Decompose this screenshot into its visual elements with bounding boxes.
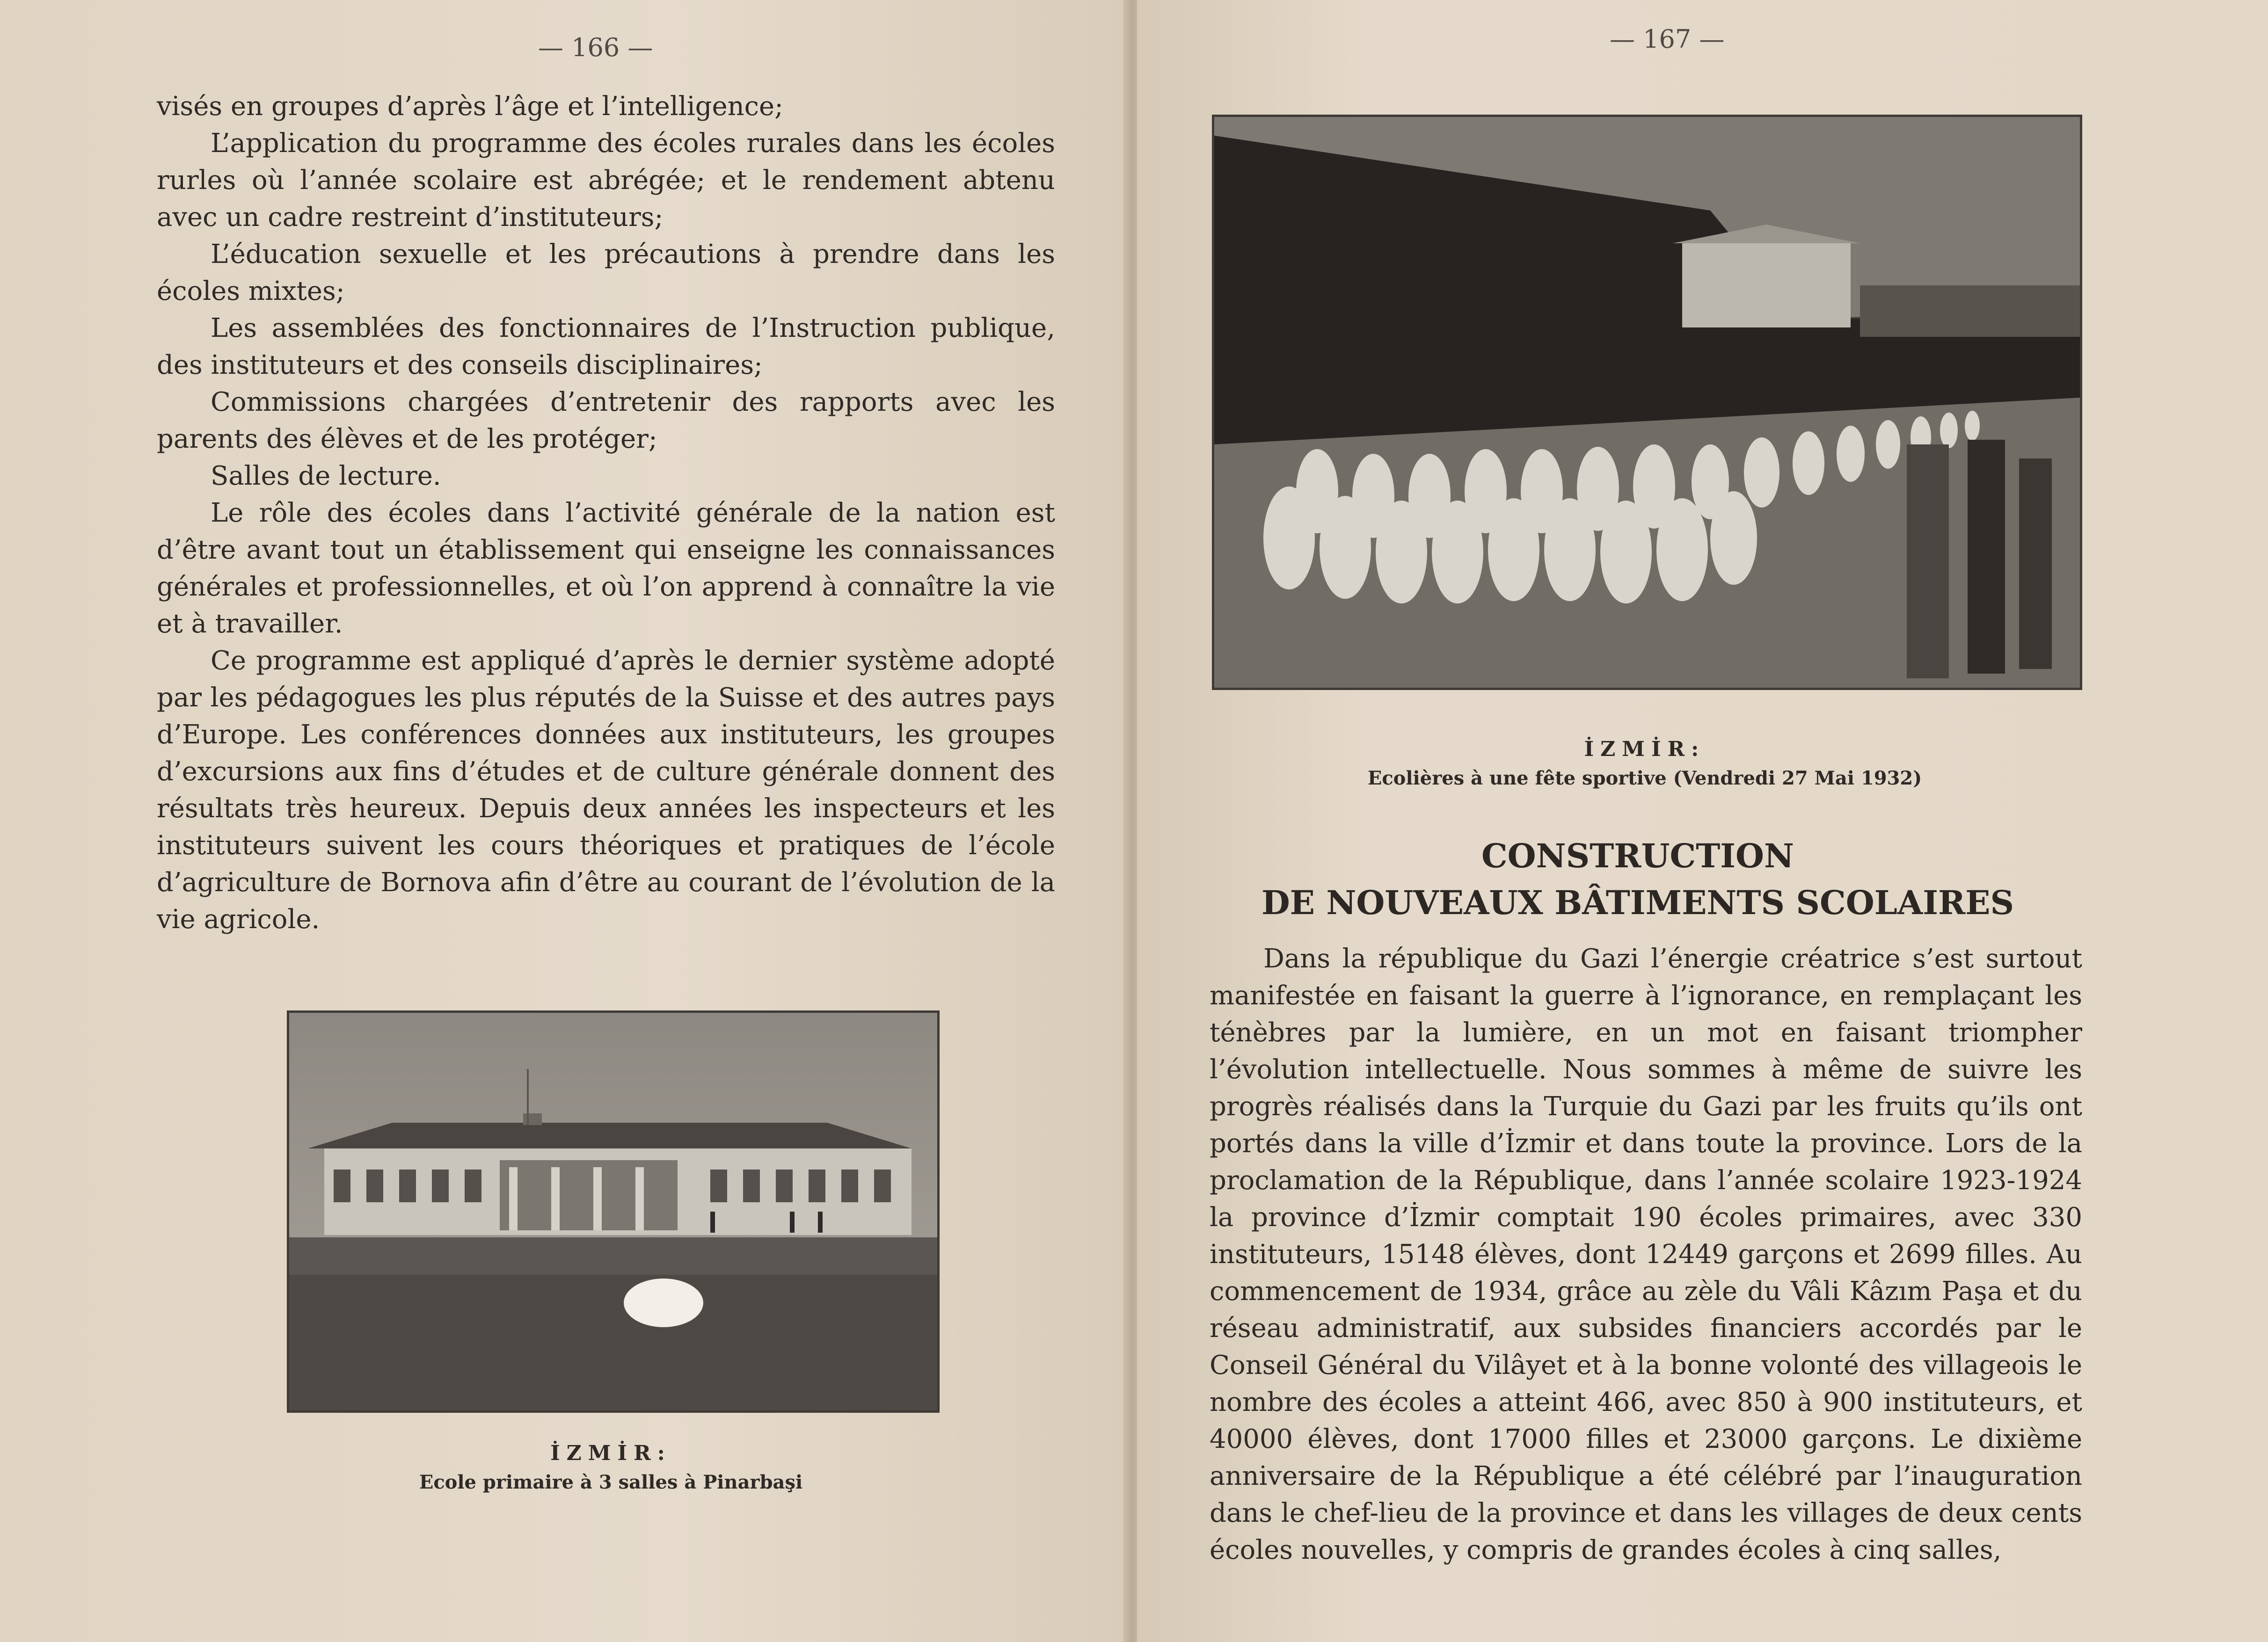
right-body-text	[1210, 940, 2082, 1569]
school-building-image	[289, 1013, 937, 1410]
left-body-text	[157, 88, 1055, 938]
page-number-167: — 167 —	[1610, 24, 1725, 54]
left-paragraph: Ce programme est appliqué d’après le dernier système adopté par les pédagogues les plus réputés de la Suisse et des autres pays d’Europe. Les conférences données aux instituteurs, les groupes d’excursions aux fins d’études et de culture générale donnent des résultats très heureux. Depuis deux années les inspecteurs et les instituteurs suivent les cours théoriques et pratiques de l’école d’agriculture de Bornova afin d’être au courant de l’évolution de la vie agricole.	[157, 646, 1055, 935]
school-caption-title: İZMİR:	[550, 1441, 671, 1465]
right-page	[1137, 0, 2268, 1642]
school-caption-text: Ecole primaire à 3 salles à Pinarbaşi	[419, 1471, 803, 1493]
left-paragraph: visés en groupes d’après l’âge et l’intelligence;	[157, 91, 784, 122]
section-heading	[1203, 833, 2073, 926]
left-paragraph: L’application du programme des écoles rurales dans les écoles rurles où l’année scolaire est abrégée; et le rendement abtenu avec un cadre restreint d’instituteurs;	[157, 128, 1055, 232]
heading-line-2: DE NOUVEAUX BÂTIMENTS SCOLAIRES	[1261, 883, 2014, 922]
sports-festival-image	[1214, 117, 2080, 688]
page-number-166: — 166 —	[538, 33, 653, 62]
sports-festival-photo	[1212, 115, 2082, 690]
left-paragraph: Salles de lecture.	[211, 461, 441, 491]
school-photo-caption	[287, 1439, 935, 1497]
right-paragraph: Dans la république du Gazi l’énergie créatrice s’est surtout manifestée en faisant la guerre à l’ignorance, en remplaçant les ténèbres par la lumière, en un mot en faisant triompher l’évolution intellectuelle. Nous sommes à même de suivre les progrès réalisés dans la Turquie du Gazi par les fruits qu’ils ont portés dans la ville d’İzmir et dans toute la province. Lors de la proclamation de la République, dans l’année scolaire 1923-1924 la province d’İzmir comptait 190 écoles primaires, avec 330 instituteurs, 15148 élèves, dont 12449 garçons et 2699 filles. Au commencement de 1934, grâce au zèle du Vâli Kâzım Paşa et du réseau administratif, aux subsides financiers accordés par le Conseil Général du Vilâyet et à la bonne volonté des villageois le nombre des écoles a atteint 466, avec 850 à 900 instituteurs, et 40000 élèves, dont 17000 filles et 23000 garçons. Le dixième anniversaire de la République a été célébré par l’inauguration dans le chef-lieu de la province et dans les villages de deux cents écoles nouvelles, y compris de grandes écoles à cinq salles,	[1210, 944, 2082, 1565]
heading-line-1: CONSTRUCTION	[1481, 836, 1794, 875]
left-paragraph: Commissions chargées d’entretenir des rapports avec les parents des élèves et de les protéger;	[157, 387, 1055, 454]
left-paragraph: L’éducation sexuelle et les précautions à prendre dans les écoles mixtes;	[157, 239, 1055, 306]
left-paragraph: Les assemblées des fonctionnaires de l’Instruction publique, des instituteurs et des conseils disciplinaires;	[157, 313, 1055, 380]
sports-caption-title: İZMİR:	[1584, 737, 1706, 761]
left-page	[0, 0, 1128, 1642]
left-paragraph: Le rôle des écoles dans l’activité générale de la nation est d’être avant tout un établissement qui enseigne les connaissances générales et professionnelles, et où l’on apprend à connaître la vie et à travailler.	[157, 498, 1055, 639]
school-building-photo	[287, 1010, 940, 1413]
sports-photo-caption	[1212, 734, 2078, 792]
sports-caption-text: Ecolières à une fête sportive (Vendredi 27 Mai 1932)	[1367, 767, 1922, 789]
